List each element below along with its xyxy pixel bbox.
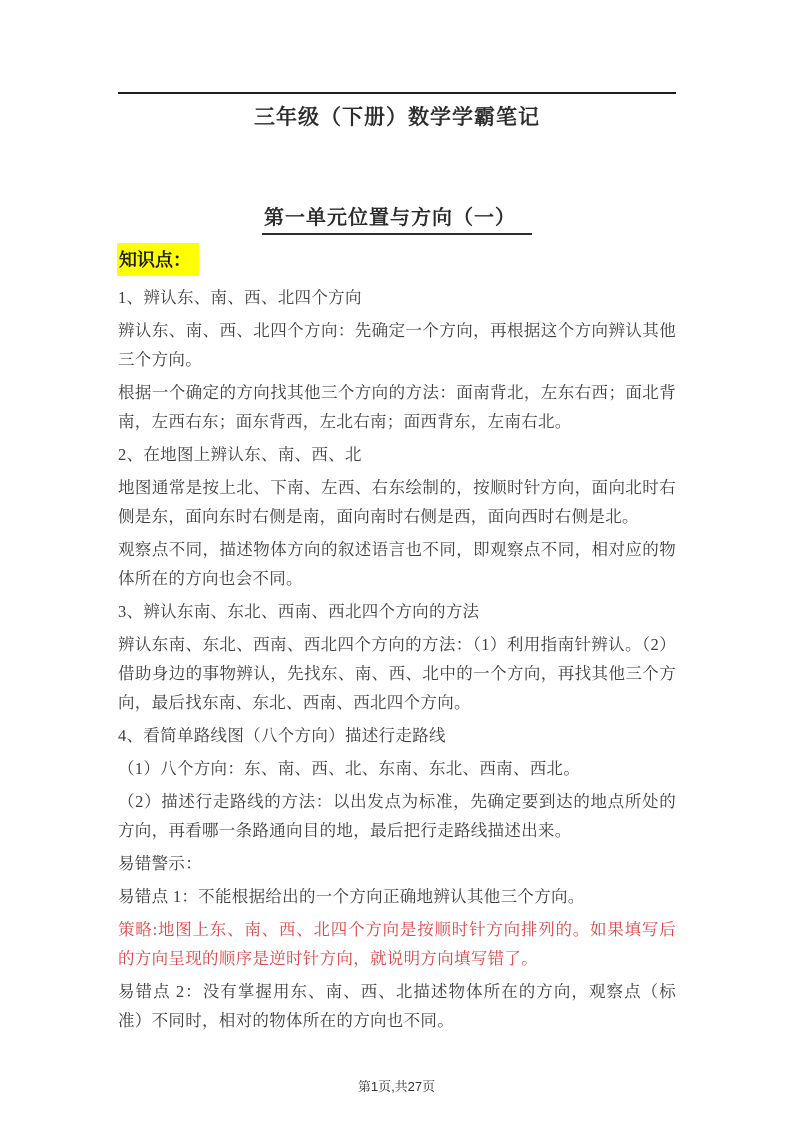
knowledge-label-wrap <box>117 243 199 276</box>
paragraph: （2）描述行走路线的方法：以出发点为标准，先确定要到达的地点所处的方向，再看哪一条路通向目的地，最后把行走路线描述出来。 <box>118 792 676 840</box>
paragraph: 3、辨认东南、东北、西南、西北四个方向的方法 <box>118 602 480 621</box>
paragraph: 易错点 1：不能根据给出的一个方向正确地辨认其他三个方向。 <box>118 887 585 906</box>
knowledge-label: 知识点： <box>117 243 199 276</box>
paragraph-list <box>118 283 676 1039</box>
section-heading: 第一单元位置与方向（一） <box>262 201 532 235</box>
paragraph: 2、在地图上辨认东、南、西、北 <box>118 445 362 464</box>
page-number-footer: 第1页,共27页 <box>357 1079 436 1094</box>
paragraph: 辨认东、南、西、北四个方向：先确定一个方向，再根据这个方向辨认其他三个方向。 <box>118 321 676 369</box>
section-heading-wrap <box>118 201 676 235</box>
header-divider <box>118 92 676 94</box>
paragraph: 易错警示： <box>118 854 202 873</box>
paragraph: 观察点不同，描述物体方向的叙述语言也不同，即观察点不同，相对应的物体所在的方向也会不同。 <box>118 540 676 588</box>
paragraph: 根据一个确定的方向找其他三个方向的方法：面南背北，左东右西；面北背南，左西右东；面东背西，左北右南；面西背东，左南右北。 <box>118 383 676 431</box>
paragraph: 4、看简单路线图（八个方向）描述行走路线 <box>118 726 446 745</box>
paragraph: 1、辨认东、南、西、北四个方向 <box>118 288 362 307</box>
document-title: 三年级（下册）数学学霸笔记 <box>254 105 540 129</box>
paragraph: （1）八个方向：东、南、西、北、东南、东北、西南、西北。 <box>118 759 581 778</box>
paragraph: 策略:地图上东、南、西、北四个方向是按顺时针方向排列的。如果填写后的方向呈现的顺序是逆时针方向，就说明方向填写错了。 <box>118 920 676 968</box>
paragraph: 辨认东南、东北、西南、西北四个方向的方法：（1）利用指南针辨认。（2）借助身边的事物辨认，先找东、南、西、北中的一个方向，再找其他三个方向，最后找东南、东北、西南、西北四个方向。 <box>118 635 676 712</box>
paragraph: 易错点 2：没有掌握用东、南、西、北描述物体所在的方向，观察点（标准）不同时，相对的物体所在的方向也不同。 <box>118 982 676 1030</box>
paragraph: 地图通常是按上北、下南、左西、右东绘制的，按顺时针方向，面向北时右侧是东，面向东时右侧是南，面向南时右侧是西，面向西时右侧是北。 <box>118 478 676 526</box>
